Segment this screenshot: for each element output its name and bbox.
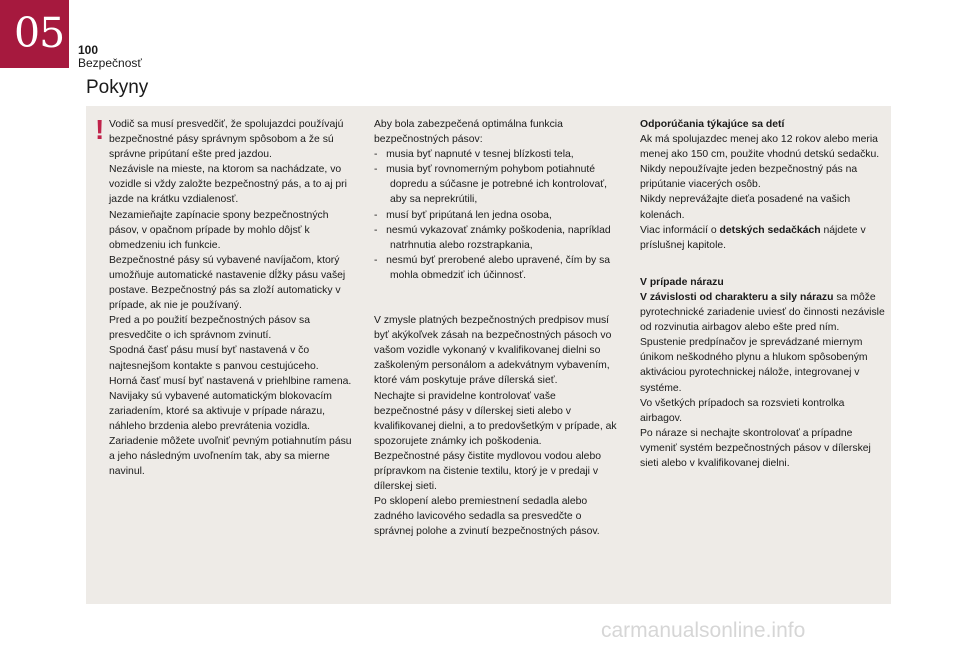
paragraph: Nezamieňajte zapínacie spony bezpečnostných pásov, v opačnom prípade by mohlo dôjsť k obmedzeniu ich funkcie. xyxy=(109,209,329,251)
paragraph: Nikdy neprevážajte dieťa posadené na vašich kolenách. xyxy=(640,194,851,221)
chapter-number: 05 xyxy=(14,9,65,57)
paragraph: Nezávisle na mieste, na ktorom sa nachádzate, vo vozidle si vždy založte bezpečnostný pás, a to aj pri jazde na krátku vzdialenosť. xyxy=(109,164,347,206)
paragraph: Po náraze si nechajte skontrolovať a prípadne vymeniť systém bezpečnostných pásov v dílerskej sieti alebo v kvalifikovanej dielni. xyxy=(640,427,871,469)
paragraph: Pred a po použití bezpečnostných pásov sa presvedčite o ich správnom zvinutí. xyxy=(109,315,311,342)
chapter-tab xyxy=(0,0,69,68)
paragraph: Horná časť musí byť nastavená v priehlbine ramena. xyxy=(109,375,352,387)
paragraph: Nechajte si pravidelne kontrolovať vaše bezpečnostné pásy v dílerskej sieti alebo v kvalifikovanej dielni, a to predovšetkým v prípade, ak spozorujete známky ich poškodenia. xyxy=(374,390,617,447)
list-item: - musia byť rovnomerným pohybom potiahnuté dopredu a súčasne je potrebné ich kontrolovať, aby sa neprekrútili, xyxy=(374,164,608,206)
paragraph: Navijaky sú vybavené automatickým blokovacím zariadením, ktoré sa aktivuje v prípade nárazu, náhleho brzdenia alebo prevrátenia vozidla. xyxy=(109,390,332,432)
child-seats-reference: detských sedačkách xyxy=(719,224,821,236)
paragraph: Bezpečnostné pásy čistite mydlovou vodou alebo prípravkom na čistenie textilu, ktorý je v predaji v dílerskej sieti. xyxy=(374,450,602,493)
paragraph: Nikdy nepoužívajte jeden bezpečnostný pás na pripútanie viacerých osôb. xyxy=(640,164,858,191)
list-item: - nesmú vykazovať známky poškodenia, napríklad natrhnutia alebo rozstrapkania, xyxy=(374,224,611,251)
page-number: 100 xyxy=(78,43,99,57)
list-item: - musia byť napnuté v tesnej blízkosti tela, xyxy=(374,149,574,161)
paragraph: V závislosti od charakteru a sily nárazu sa môže pyrotechnické zariadenie uviesť do činnosti nezávisle od rozvinutia airbagov alebo ešte pred ním. Spustenie predpínačov je sprevádzané miernym únikom neškodného plynu a hlukom spôsobeným aktiváciou pyrotechnickej nálože, integrovanej v systéme. xyxy=(640,291,885,394)
column-recommendations xyxy=(640,117,886,471)
paragraph: Zariadenie môžete uvoľniť pevným potiahnutím pásu a jeho následným uvoľnením tak, aby sa mierne navinul. xyxy=(109,435,352,478)
paragraph: Po sklopení alebo premiestnení sedadla alebo zadného lavicového sedadla sa presvedčte o správnej polohe a zvinutí bezpečnostných pásov. xyxy=(374,496,600,538)
more-info-text: Viac informácií o detských sedačkách nájdete v príslušnej kapitole. xyxy=(640,224,866,251)
column-belt-usage xyxy=(374,117,622,539)
paragraph: Vodič sa musí presvedčiť, že spolujazdci používajú bezpečnostné pásy správnym spôsobom a že sú správne pripútaní ešte pred jazdou. xyxy=(109,119,344,161)
paragraph: Vo všetkých prípadoch sa rozsvieti kontrolka airbagov. xyxy=(640,397,845,424)
warning-icon: ! xyxy=(95,114,105,145)
paragraph: Ak má spolujazdec menej ako 12 rokov alebo meria menej ako 150 cm, použite vhodnú detskú sedačku. xyxy=(640,134,880,161)
paragraph: Spodná časť pásu musí byť nastavená v čo najtesnejšom kontakte s panvou cestujúceho. xyxy=(109,345,319,372)
list-item: - musí byť pripútaná len jedna osoba, xyxy=(374,209,552,221)
page-title: Pokyny xyxy=(86,77,149,98)
paragraph: Bezpečnostné pásy sú vybavené navíjačom, ktorý umožňuje automatické nastavenie dĺžky pásu vašej postave. Bezpečnostný pás sa zloží automaticky v prípade, ak nie je používaný. xyxy=(109,254,346,312)
impact-heading: V prípade nárazu xyxy=(640,276,724,288)
spacer xyxy=(374,283,622,313)
column-warnings xyxy=(109,117,357,479)
section-name: Bezpečnosť xyxy=(78,56,142,70)
spacer xyxy=(640,253,886,275)
intro-text: Aby bola zabezpečená optimálna funkcia bezpečnostných pásov: xyxy=(374,119,563,146)
watermark-text: carmanualsonline.info xyxy=(601,619,806,642)
list-item: - nesmú byť prerobené alebo upravené, čím by sa mohla obmedziť ich účinnosť. xyxy=(374,254,611,281)
paragraph: V zmysle platných bezpečnostných predpisov musí byť akýkoľvek zásah na bezpečnostných pásoch vo vašom vozidle vykonaný v kvalifikovanej dielni so zaškoleným personálom a adekvátnym vybavením, ktoré vám poskytuje práve dílerská sieť. xyxy=(374,315,612,387)
children-heading: Odporúčania týkajúce sa detí xyxy=(640,119,785,130)
